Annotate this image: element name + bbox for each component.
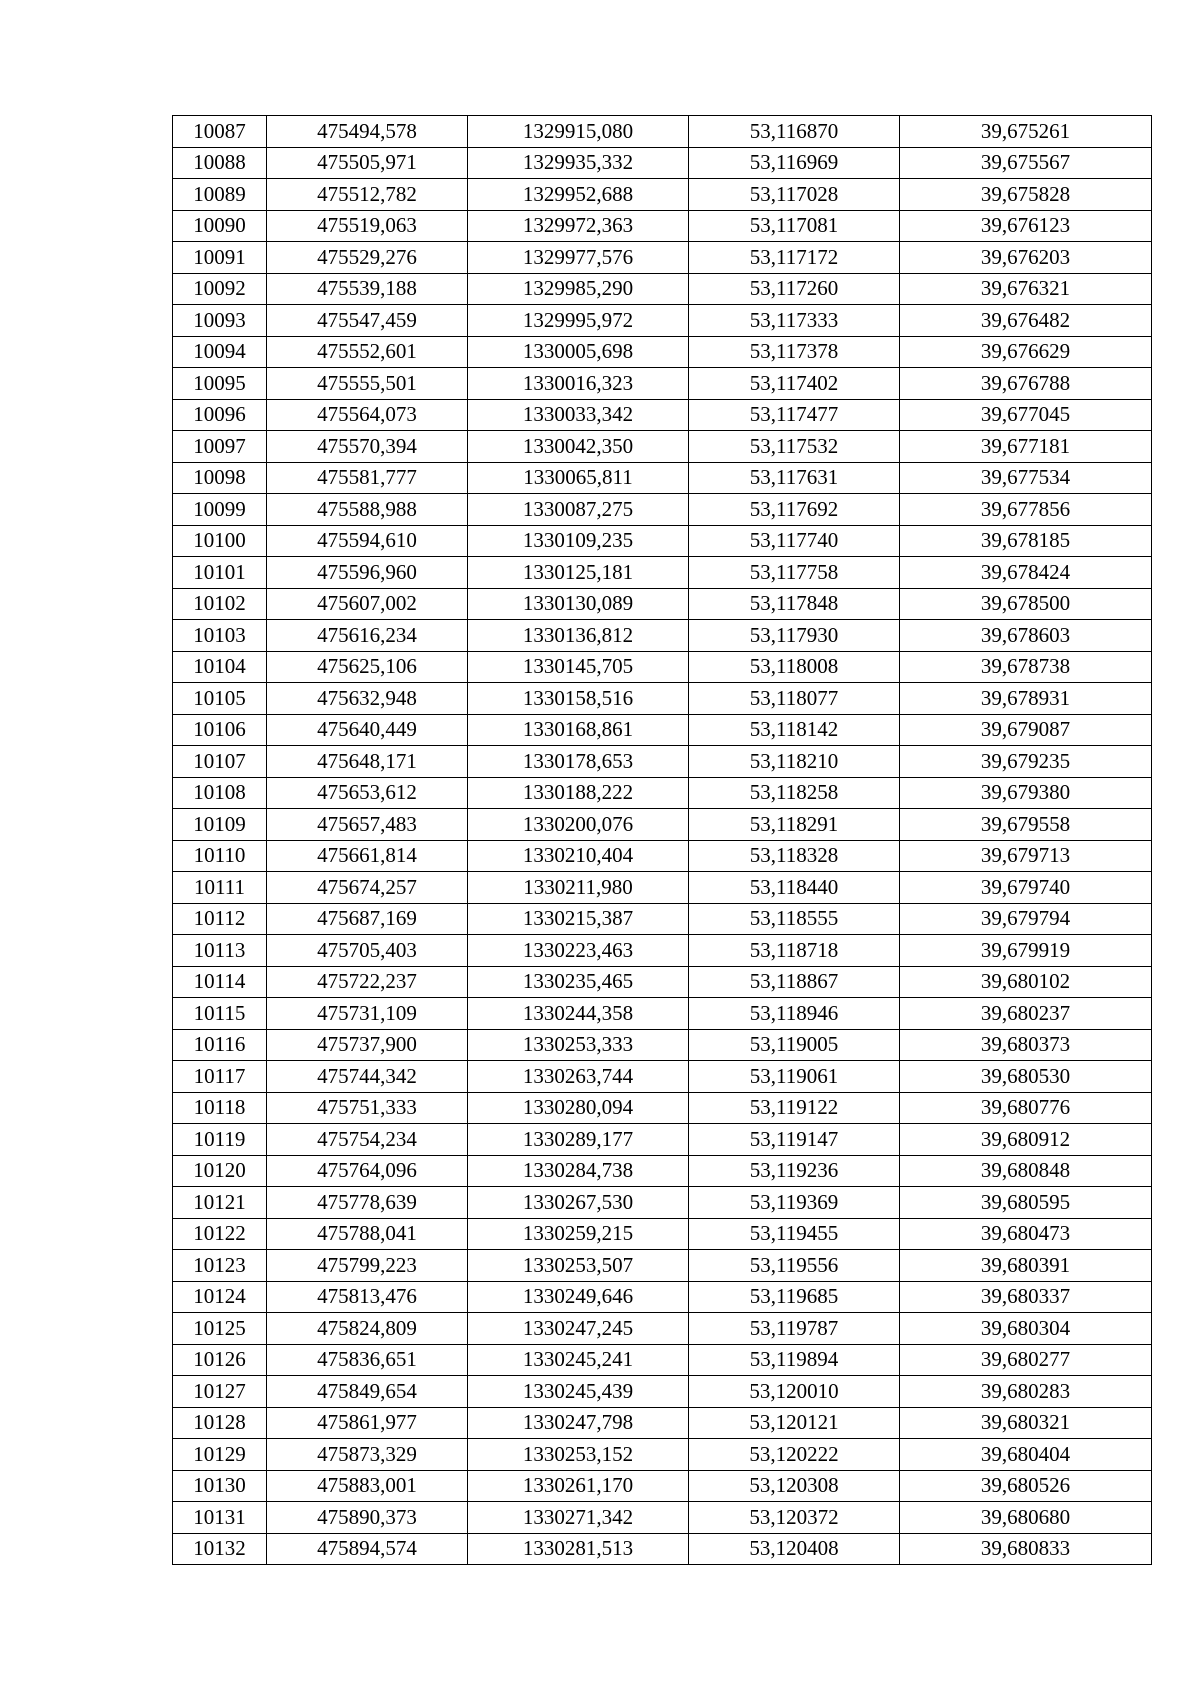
table-row (173, 651, 1152, 683)
table-row (173, 809, 1152, 841)
latitude-cell: 53,117532 (689, 431, 900, 463)
point-number-cell: 10121 (173, 1187, 267, 1219)
y-coordinate-cell: 1330109,235 (468, 525, 689, 557)
y-coordinate-cell: 1330245,439 (468, 1376, 689, 1408)
longitude-cell: 39,675828 (900, 179, 1152, 211)
table-row (173, 714, 1152, 746)
x-coordinate-cell: 475890,373 (267, 1502, 468, 1534)
longitude-cell: 39,680337 (900, 1281, 1152, 1313)
longitude-cell: 39,680776 (900, 1092, 1152, 1124)
longitude-cell: 39,680102 (900, 966, 1152, 998)
longitude-cell: 39,678738 (900, 651, 1152, 683)
x-coordinate-cell: 475687,169 (267, 903, 468, 935)
x-coordinate-cell: 475632,948 (267, 683, 468, 715)
point-number-cell: 10106 (173, 714, 267, 746)
longitude-cell: 39,677045 (900, 399, 1152, 431)
point-number-cell: 10105 (173, 683, 267, 715)
table-row (173, 777, 1152, 809)
latitude-cell: 53,120308 (689, 1470, 900, 1502)
y-coordinate-cell: 1330136,812 (468, 620, 689, 652)
x-coordinate-cell: 475754,234 (267, 1124, 468, 1156)
y-coordinate-cell: 1330223,463 (468, 935, 689, 967)
x-coordinate-cell: 475539,188 (267, 273, 468, 305)
latitude-cell: 53,118210 (689, 746, 900, 778)
x-coordinate-cell: 475547,459 (267, 305, 468, 337)
latitude-cell: 53,117758 (689, 557, 900, 589)
table-row (173, 1376, 1152, 1408)
y-coordinate-cell: 1330247,798 (468, 1407, 689, 1439)
point-number-cell: 10120 (173, 1155, 267, 1187)
longitude-cell: 39,678931 (900, 683, 1152, 715)
latitude-cell: 53,120121 (689, 1407, 900, 1439)
table-row (173, 147, 1152, 179)
y-coordinate-cell: 1330125,181 (468, 557, 689, 589)
y-coordinate-cell: 1330178,653 (468, 746, 689, 778)
y-coordinate-cell: 1330253,152 (468, 1439, 689, 1471)
point-number-cell: 10099 (173, 494, 267, 526)
table-row (173, 1155, 1152, 1187)
longitude-cell: 39,677181 (900, 431, 1152, 463)
y-coordinate-cell: 1330259,215 (468, 1218, 689, 1250)
latitude-cell: 53,120222 (689, 1439, 900, 1471)
point-number-cell: 10090 (173, 210, 267, 242)
table-row (173, 1250, 1152, 1282)
x-coordinate-cell: 475607,002 (267, 588, 468, 620)
y-coordinate-cell: 1330247,245 (468, 1313, 689, 1345)
point-number-cell: 10092 (173, 273, 267, 305)
longitude-cell: 39,679740 (900, 872, 1152, 904)
y-coordinate-cell: 1330033,342 (468, 399, 689, 431)
longitude-cell: 39,676788 (900, 368, 1152, 400)
y-coordinate-cell: 1330158,516 (468, 683, 689, 715)
x-coordinate-cell: 475778,639 (267, 1187, 468, 1219)
x-coordinate-cell: 475722,237 (267, 966, 468, 998)
longitude-cell: 39,679087 (900, 714, 1152, 746)
latitude-cell: 53,117172 (689, 242, 900, 274)
latitude-cell: 53,119236 (689, 1155, 900, 1187)
latitude-cell: 53,116969 (689, 147, 900, 179)
longitude-cell: 39,680277 (900, 1344, 1152, 1376)
point-number-cell: 10089 (173, 179, 267, 211)
latitude-cell: 53,118328 (689, 840, 900, 872)
x-coordinate-cell: 475588,988 (267, 494, 468, 526)
x-coordinate-cell: 475764,096 (267, 1155, 468, 1187)
table-row (173, 557, 1152, 589)
table-row (173, 1344, 1152, 1376)
longitude-cell: 39,676629 (900, 336, 1152, 368)
latitude-cell: 53,119147 (689, 1124, 900, 1156)
y-coordinate-cell: 1330168,861 (468, 714, 689, 746)
y-coordinate-cell: 1330267,530 (468, 1187, 689, 1219)
latitude-cell: 53,119005 (689, 1029, 900, 1061)
table-row (173, 273, 1152, 305)
latitude-cell: 53,117848 (689, 588, 900, 620)
x-coordinate-cell: 475788,041 (267, 1218, 468, 1250)
table-row (173, 1439, 1152, 1471)
x-coordinate-cell: 475751,333 (267, 1092, 468, 1124)
x-coordinate-cell: 475883,001 (267, 1470, 468, 1502)
y-coordinate-cell: 1330130,089 (468, 588, 689, 620)
longitude-cell: 39,679713 (900, 840, 1152, 872)
longitude-cell: 39,680848 (900, 1155, 1152, 1187)
latitude-cell: 53,120010 (689, 1376, 900, 1408)
longitude-cell: 39,680321 (900, 1407, 1152, 1439)
point-number-cell: 10096 (173, 399, 267, 431)
y-coordinate-cell: 1330249,646 (468, 1281, 689, 1313)
latitude-cell: 53,119556 (689, 1250, 900, 1282)
table-row (173, 336, 1152, 368)
x-coordinate-cell: 475824,809 (267, 1313, 468, 1345)
latitude-cell: 53,119787 (689, 1313, 900, 1345)
longitude-cell: 39,678500 (900, 588, 1152, 620)
y-coordinate-cell: 1329952,688 (468, 179, 689, 211)
table-row (173, 588, 1152, 620)
point-number-cell: 10094 (173, 336, 267, 368)
point-number-cell: 10109 (173, 809, 267, 841)
y-coordinate-cell: 1330210,404 (468, 840, 689, 872)
longitude-cell: 39,680680 (900, 1502, 1152, 1534)
table-row (173, 1313, 1152, 1345)
latitude-cell: 53,120408 (689, 1533, 900, 1565)
point-number-cell: 10128 (173, 1407, 267, 1439)
table-row (173, 494, 1152, 526)
point-number-cell: 10091 (173, 242, 267, 274)
point-number-cell: 10124 (173, 1281, 267, 1313)
latitude-cell: 53,119122 (689, 1092, 900, 1124)
longitude-cell: 39,680595 (900, 1187, 1152, 1219)
latitude-cell: 53,118142 (689, 714, 900, 746)
table-row (173, 1407, 1152, 1439)
point-number-cell: 10113 (173, 935, 267, 967)
table-row (173, 525, 1152, 557)
latitude-cell: 53,117930 (689, 620, 900, 652)
latitude-cell: 53,118718 (689, 935, 900, 967)
x-coordinate-cell: 475894,574 (267, 1533, 468, 1565)
table-row (173, 242, 1152, 274)
table-row (173, 1533, 1152, 1565)
table-row (173, 683, 1152, 715)
table-row (173, 840, 1152, 872)
y-coordinate-cell: 1330244,358 (468, 998, 689, 1030)
latitude-cell: 53,117028 (689, 179, 900, 211)
point-number-cell: 10112 (173, 903, 267, 935)
latitude-cell: 53,118555 (689, 903, 900, 935)
table-row (173, 1029, 1152, 1061)
longitude-cell: 39,675567 (900, 147, 1152, 179)
longitude-cell: 39,676482 (900, 305, 1152, 337)
x-coordinate-cell: 475705,403 (267, 935, 468, 967)
x-coordinate-cell: 475640,449 (267, 714, 468, 746)
table-row (173, 1470, 1152, 1502)
y-coordinate-cell: 1329985,290 (468, 273, 689, 305)
table-row (173, 1502, 1152, 1534)
y-coordinate-cell: 1330263,744 (468, 1061, 689, 1093)
table-row (173, 1281, 1152, 1313)
y-coordinate-cell: 1329977,576 (468, 242, 689, 274)
y-coordinate-cell: 1330245,241 (468, 1344, 689, 1376)
x-coordinate-cell: 475653,612 (267, 777, 468, 809)
point-number-cell: 10129 (173, 1439, 267, 1471)
y-coordinate-cell: 1330235,465 (468, 966, 689, 998)
latitude-cell: 53,116870 (689, 116, 900, 148)
x-coordinate-cell: 475555,501 (267, 368, 468, 400)
y-coordinate-cell: 1330284,738 (468, 1155, 689, 1187)
coordinates-table-body (173, 116, 1152, 1565)
point-number-cell: 10108 (173, 777, 267, 809)
x-coordinate-cell: 475570,394 (267, 431, 468, 463)
x-coordinate-cell: 475625,106 (267, 651, 468, 683)
y-coordinate-cell: 1330145,705 (468, 651, 689, 683)
point-number-cell: 10087 (173, 116, 267, 148)
point-number-cell: 10118 (173, 1092, 267, 1124)
point-number-cell: 10130 (173, 1470, 267, 1502)
y-coordinate-cell: 1330289,177 (468, 1124, 689, 1156)
point-number-cell: 10131 (173, 1502, 267, 1534)
x-coordinate-cell: 475519,063 (267, 210, 468, 242)
longitude-cell: 39,679794 (900, 903, 1152, 935)
y-coordinate-cell: 1330016,323 (468, 368, 689, 400)
table-row (173, 116, 1152, 148)
latitude-cell: 53,117081 (689, 210, 900, 242)
latitude-cell: 53,119455 (689, 1218, 900, 1250)
table-row (173, 1218, 1152, 1250)
latitude-cell: 53,118867 (689, 966, 900, 998)
longitude-cell: 39,680530 (900, 1061, 1152, 1093)
point-number-cell: 10093 (173, 305, 267, 337)
point-number-cell: 10117 (173, 1061, 267, 1093)
y-coordinate-cell: 1330188,222 (468, 777, 689, 809)
point-number-cell: 10116 (173, 1029, 267, 1061)
point-number-cell: 10132 (173, 1533, 267, 1565)
point-number-cell: 10097 (173, 431, 267, 463)
x-coordinate-cell: 475674,257 (267, 872, 468, 904)
x-coordinate-cell: 475731,109 (267, 998, 468, 1030)
point-number-cell: 10101 (173, 557, 267, 589)
longitude-cell: 39,676321 (900, 273, 1152, 305)
x-coordinate-cell: 475512,782 (267, 179, 468, 211)
longitude-cell: 39,680912 (900, 1124, 1152, 1156)
table-row (173, 1124, 1152, 1156)
y-coordinate-cell: 1330087,275 (468, 494, 689, 526)
x-coordinate-cell: 475836,651 (267, 1344, 468, 1376)
y-coordinate-cell: 1330005,698 (468, 336, 689, 368)
longitude-cell: 39,680404 (900, 1439, 1152, 1471)
table-row (173, 462, 1152, 494)
x-coordinate-cell: 475657,483 (267, 809, 468, 841)
latitude-cell: 53,118258 (689, 777, 900, 809)
longitude-cell: 39,680833 (900, 1533, 1152, 1565)
longitude-cell: 39,677856 (900, 494, 1152, 526)
latitude-cell: 53,117692 (689, 494, 900, 526)
y-coordinate-cell: 1330253,333 (468, 1029, 689, 1061)
y-coordinate-cell: 1330211,980 (468, 872, 689, 904)
latitude-cell: 53,119369 (689, 1187, 900, 1219)
point-number-cell: 10114 (173, 966, 267, 998)
coordinates-table (172, 115, 1152, 1565)
table-row (173, 746, 1152, 778)
point-number-cell: 10127 (173, 1376, 267, 1408)
longitude-cell: 39,679235 (900, 746, 1152, 778)
y-coordinate-cell: 1329935,332 (468, 147, 689, 179)
x-coordinate-cell: 475799,223 (267, 1250, 468, 1282)
table-row (173, 399, 1152, 431)
x-coordinate-cell: 475564,073 (267, 399, 468, 431)
longitude-cell: 39,676123 (900, 210, 1152, 242)
latitude-cell: 53,120372 (689, 1502, 900, 1534)
latitude-cell: 53,119685 (689, 1281, 900, 1313)
table-row (173, 431, 1152, 463)
x-coordinate-cell: 475616,234 (267, 620, 468, 652)
table-row (173, 872, 1152, 904)
point-number-cell: 10110 (173, 840, 267, 872)
table-row (173, 966, 1152, 998)
point-number-cell: 10100 (173, 525, 267, 557)
point-number-cell: 10104 (173, 651, 267, 683)
latitude-cell: 53,118077 (689, 683, 900, 715)
latitude-cell: 53,118946 (689, 998, 900, 1030)
y-coordinate-cell: 1329995,972 (468, 305, 689, 337)
point-number-cell: 10125 (173, 1313, 267, 1345)
table-row (173, 210, 1152, 242)
latitude-cell: 53,118440 (689, 872, 900, 904)
point-number-cell: 10126 (173, 1344, 267, 1376)
latitude-cell: 53,117260 (689, 273, 900, 305)
longitude-cell: 39,678603 (900, 620, 1152, 652)
x-coordinate-cell: 475813,476 (267, 1281, 468, 1313)
longitude-cell: 39,678424 (900, 557, 1152, 589)
longitude-cell: 39,677534 (900, 462, 1152, 494)
latitude-cell: 53,118008 (689, 651, 900, 683)
point-number-cell: 10111 (173, 872, 267, 904)
latitude-cell: 53,117740 (689, 525, 900, 557)
point-number-cell: 10103 (173, 620, 267, 652)
x-coordinate-cell: 475596,960 (267, 557, 468, 589)
x-coordinate-cell: 475552,601 (267, 336, 468, 368)
x-coordinate-cell: 475661,814 (267, 840, 468, 872)
table-row (173, 179, 1152, 211)
point-number-cell: 10122 (173, 1218, 267, 1250)
y-coordinate-cell: 1329915,080 (468, 116, 689, 148)
y-coordinate-cell: 1330280,094 (468, 1092, 689, 1124)
x-coordinate-cell: 475744,342 (267, 1061, 468, 1093)
x-coordinate-cell: 475849,654 (267, 1376, 468, 1408)
point-number-cell: 10098 (173, 462, 267, 494)
longitude-cell: 39,680391 (900, 1250, 1152, 1282)
latitude-cell: 53,117477 (689, 399, 900, 431)
y-coordinate-cell: 1330200,076 (468, 809, 689, 841)
x-coordinate-cell: 475505,971 (267, 147, 468, 179)
point-number-cell: 10088 (173, 147, 267, 179)
table-row (173, 903, 1152, 935)
longitude-cell: 39,680373 (900, 1029, 1152, 1061)
latitude-cell: 53,119061 (689, 1061, 900, 1093)
table-row (173, 1092, 1152, 1124)
y-coordinate-cell: 1330271,342 (468, 1502, 689, 1534)
point-number-cell: 10095 (173, 368, 267, 400)
latitude-cell: 53,118291 (689, 809, 900, 841)
table-row (173, 620, 1152, 652)
point-number-cell: 10115 (173, 998, 267, 1030)
x-coordinate-cell: 475873,329 (267, 1439, 468, 1471)
y-coordinate-cell: 1330261,170 (468, 1470, 689, 1502)
table-row (173, 998, 1152, 1030)
longitude-cell: 39,680526 (900, 1470, 1152, 1502)
x-coordinate-cell: 475594,610 (267, 525, 468, 557)
table-row (173, 935, 1152, 967)
y-coordinate-cell: 1330215,387 (468, 903, 689, 935)
table-row (173, 1061, 1152, 1093)
longitude-cell: 39,680473 (900, 1218, 1152, 1250)
table-row (173, 305, 1152, 337)
longitude-cell: 39,679380 (900, 777, 1152, 809)
latitude-cell: 53,117402 (689, 368, 900, 400)
y-coordinate-cell: 1330065,811 (468, 462, 689, 494)
longitude-cell: 39,680304 (900, 1313, 1152, 1345)
x-coordinate-cell: 475581,777 (267, 462, 468, 494)
point-number-cell: 10123 (173, 1250, 267, 1282)
x-coordinate-cell: 475529,276 (267, 242, 468, 274)
longitude-cell: 39,676203 (900, 242, 1152, 274)
longitude-cell: 39,679558 (900, 809, 1152, 841)
latitude-cell: 53,117631 (689, 462, 900, 494)
y-coordinate-cell: 1330042,350 (468, 431, 689, 463)
x-coordinate-cell: 475861,977 (267, 1407, 468, 1439)
latitude-cell: 53,117378 (689, 336, 900, 368)
longitude-cell: 39,678185 (900, 525, 1152, 557)
y-coordinate-cell: 1330253,507 (468, 1250, 689, 1282)
x-coordinate-cell: 475737,900 (267, 1029, 468, 1061)
y-coordinate-cell: 1329972,363 (468, 210, 689, 242)
longitude-cell: 39,675261 (900, 116, 1152, 148)
x-coordinate-cell: 475648,171 (267, 746, 468, 778)
point-number-cell: 10107 (173, 746, 267, 778)
latitude-cell: 53,119894 (689, 1344, 900, 1376)
table-row (173, 368, 1152, 400)
latitude-cell: 53,117333 (689, 305, 900, 337)
point-number-cell: 10102 (173, 588, 267, 620)
y-coordinate-cell: 1330281,513 (468, 1533, 689, 1565)
longitude-cell: 39,679919 (900, 935, 1152, 967)
x-coordinate-cell: 475494,578 (267, 116, 468, 148)
table-row (173, 1187, 1152, 1219)
longitude-cell: 39,680283 (900, 1376, 1152, 1408)
longitude-cell: 39,680237 (900, 998, 1152, 1030)
point-number-cell: 10119 (173, 1124, 267, 1156)
